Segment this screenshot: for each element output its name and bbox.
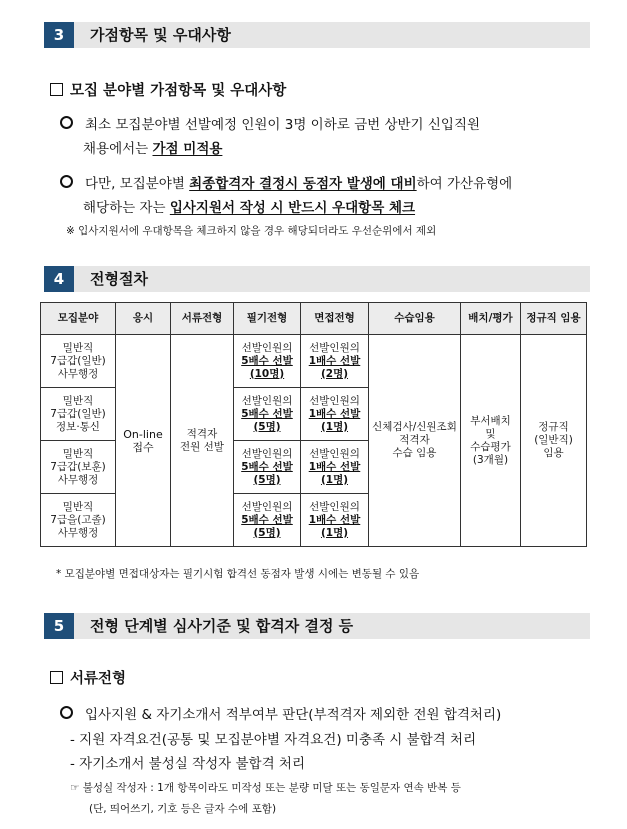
section-4-header: [44, 266, 590, 292]
bullet-1-line2: [83, 137, 222, 157]
written-cell: [234, 335, 301, 388]
emphasis-text: 가점 미적용: [152, 141, 223, 157]
circle-bullet-icon: [60, 706, 73, 719]
bullet-docs: [60, 703, 501, 723]
dash-item-1: - 지원 자격요건(공통 및 모집분야별 자격요건) 미충족 시 불합격 처리: [70, 732, 477, 748]
apply-cell: On-line 접수: [116, 335, 171, 547]
regular-cell: 정규직 (일반직) 임용: [521, 335, 587, 547]
cell-text: 선발인원의: [241, 341, 293, 354]
subheading-text: 서류전형: [70, 671, 127, 687]
cell-text: (5명): [253, 420, 281, 433]
note-insincere-2: (단, 띄어쓰기, 기호 등은 글자 수에 포함): [89, 803, 277, 815]
header-cell: 모집분야: [41, 303, 116, 335]
cell-text: 선발인원의: [309, 341, 360, 354]
bullet-text: 해당하는 자는: [83, 200, 170, 216]
cell-text: 5배수 선발: [241, 513, 293, 526]
section-number: 5: [44, 613, 74, 639]
cell-text: (1명): [320, 473, 349, 486]
header-cell: 배치/평가: [461, 303, 521, 335]
cell-text: (2명): [320, 367, 349, 380]
interview-cell: [301, 494, 369, 547]
subheading-text: 모집 분야별 가점항목 및 우대사항: [70, 83, 287, 99]
header-cell: 서류전형: [171, 303, 234, 335]
cell-text: (5명): [253, 526, 281, 539]
bullet-2: [60, 172, 512, 192]
cell-text: 1배수 선발: [308, 407, 361, 420]
cell-text: 5배수 선발: [241, 460, 293, 473]
note-insincere: ☞ 불성실 작성자 : 1개 항목이라도 미작성 또는 분량 미달 또는 동일문자 연속 반복 등: [70, 782, 461, 794]
cell-text: 1배수 선발: [308, 354, 361, 367]
cell-text: 선발인원의: [309, 394, 360, 407]
placement-cell: 부서배치 및 수습평가 (3개월): [461, 335, 521, 547]
header-cell: 필기전형: [234, 303, 301, 335]
bullet-2-line2: [83, 196, 415, 216]
probation-cell: 신체검사/신원조회 적격자 수습 임용: [369, 335, 461, 547]
field-cell: 밀반직 7급을(고졸) 사무행정: [41, 494, 116, 547]
cell-text: 1배수 선발: [308, 513, 361, 526]
process-table: [40, 302, 587, 547]
table-note: * 모집분야별 면접대상자는 필기시험 합격선 동점자 발생 시에는 변동될 수 있음: [56, 568, 420, 580]
emphasis-text: 입사지원서 작성 시 반드시 우대항목 체크: [169, 200, 416, 216]
bullet-text: 최소 모집분야별 선발예정 인원이 3명 이하로 금번 상반기 신입직원: [85, 117, 481, 133]
cell-text: 선발인원의: [241, 394, 293, 407]
bullet-1: [60, 113, 480, 133]
table-header-row: [41, 303, 587, 335]
subheading-bonus: [50, 79, 286, 100]
written-cell: [234, 388, 301, 441]
section-number: 3: [44, 22, 74, 48]
cell-text: 5배수 선발: [241, 354, 293, 367]
cell-text: 선발인원의: [241, 447, 293, 460]
docs-cell: 적격자 전원 선발: [171, 335, 234, 547]
note-bonus: ※ 입사지원서에 우대항목을 체크하지 않을 경우 해당되더라도 우선순위에서 제외: [66, 225, 437, 237]
header-cell: 면접전형: [301, 303, 369, 335]
dash-item-2: - 자기소개서 불성실 작성자 불합격 처리: [70, 756, 305, 772]
cell-text: (1명): [320, 526, 349, 539]
square-bullet-icon: [50, 83, 63, 96]
written-cell: [234, 441, 301, 494]
field-cell: 밀반직 7급갑(보훈) 사무행정: [41, 441, 116, 494]
interview-cell: [301, 388, 369, 441]
cell-text: 선발인원의: [309, 500, 360, 513]
section-3-header: [44, 22, 590, 48]
section-5-header: [44, 613, 590, 639]
cell-text: 선발인원의: [309, 447, 360, 460]
field-cell: 밀반직 7급갑(일반) 사무행정: [41, 335, 116, 388]
cell-text: (1명): [320, 420, 349, 433]
field-cell: 밀반직 7급갑(일반) 정보·통신: [41, 388, 116, 441]
written-cell: [234, 494, 301, 547]
section-title: 가점항목 및 우대사항: [90, 26, 231, 44]
cell-text: (10명): [249, 367, 285, 380]
emphasis-text: 최종합격자 결정시 동점자 발생에 대비: [189, 176, 417, 192]
cell-text: 선발인원의: [241, 500, 293, 513]
bullet-text: 하여 가산유형에: [416, 176, 513, 192]
bullet-text: 다만, 모집분야별: [85, 176, 190, 192]
circle-bullet-icon: [60, 116, 73, 129]
cell-text: 5배수 선발: [241, 407, 293, 420]
interview-cell: [301, 335, 369, 388]
interview-cell: [301, 441, 369, 494]
cell-text: 1배수 선발: [308, 460, 361, 473]
bullet-text: 채용에서는: [83, 141, 153, 157]
header-cell: 응시: [116, 303, 171, 335]
header-cell: 수습임용: [369, 303, 461, 335]
square-bullet-icon: [50, 671, 63, 684]
bullet-text: 입사지원 & 자기소개서 적부여부 판단(부적격자 제외한 전원 합격처리): [85, 707, 502, 723]
cell-text: (5명): [253, 473, 281, 486]
subheading-docs: [50, 667, 126, 688]
header-cell: 정규직 임용: [521, 303, 587, 335]
section-number: 4: [44, 266, 74, 292]
section-title: 전형 단계별 심사기준 및 합격자 결정 등: [90, 617, 354, 635]
circle-bullet-icon: [60, 175, 73, 188]
table-row: [41, 335, 587, 388]
section-title: 전형절차: [90, 270, 148, 288]
